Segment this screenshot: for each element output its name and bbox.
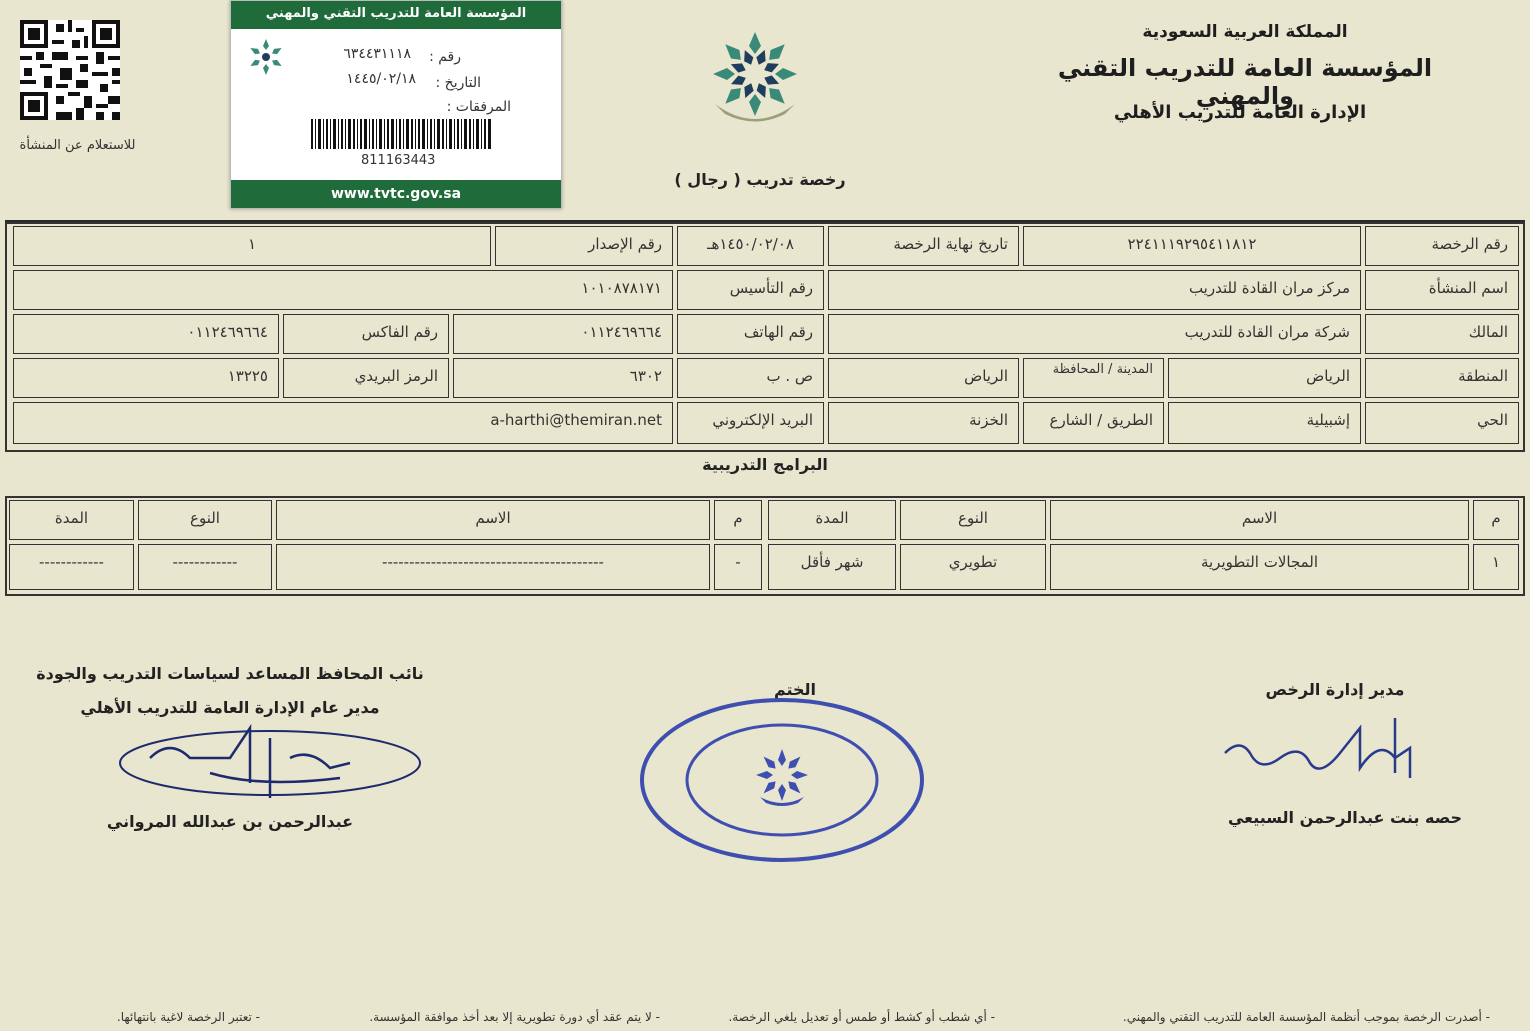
qr-code-icon (20, 20, 120, 120)
footer-note-2: - أي شطب أو كشط أو طمس أو تعديل يلغي الرخصة. (728, 1010, 995, 1024)
pobox-value: ٦٣٠٢ (453, 358, 673, 398)
license-manager-name: حصه بنت عبدالرحمن السبيعي (1227, 808, 1463, 827)
program-empty-num: - (714, 544, 762, 590)
tvtc-logo (700, 22, 810, 134)
department-name: الإدارة العامة للتدريب الأهلي (1113, 102, 1367, 123)
sticker-website: www.tvtc.gov.sa (231, 180, 561, 208)
footer-note-1: - أصدرت الرخصة بموجب أنظمة المؤسسة العامة للتدريب التقني والمهني. (1122, 1010, 1490, 1024)
signature-right (1210, 708, 1440, 798)
region-value: الرياض (1168, 358, 1361, 398)
end-date-value: ١٤٥٠/٠٢/٠٨هـ (677, 226, 824, 266)
facility-label: اسم المنشأة (1365, 270, 1519, 310)
sticker-number-label: رقم : (429, 49, 461, 65)
license-manager-title: مدير إدارة الرخص (1265, 680, 1405, 699)
city-label: المدينة / المحافظة (1023, 358, 1164, 398)
reference-sticker (230, 0, 562, 209)
fax-value: ٠١١٢٤٦٩٦٦٤ (13, 314, 279, 354)
license-no-value: ٢٢٤١١١٩٢٩٥٤١١٨١٢ (1023, 226, 1361, 266)
deputy-title-line1: نائب المحافظ المساعد لسياسات التدريب والجودة (36, 664, 424, 683)
district-value: إشبيلية (1168, 402, 1361, 444)
program-empty-duration: ------------ (9, 544, 134, 590)
fax-label: رقم الفاكس (283, 314, 449, 354)
sticker-logo-icon (243, 35, 289, 81)
phone-label: رقم الهاتف (677, 314, 824, 354)
header-num-left: م (714, 500, 762, 540)
signature-left (110, 718, 430, 808)
header-duration-left: المدة (9, 500, 134, 540)
region-label: المنطقة (1365, 358, 1519, 398)
program-row-type: تطويري (900, 544, 1046, 590)
end-date-label: تاريخ نهاية الرخصة (828, 226, 1019, 266)
header-name-right: الاسم (1050, 500, 1469, 540)
country-name: المملكة العربية السعودية (1142, 22, 1348, 42)
deputy-title-line2: مدير عام الإدارة العامة للتدريب الأهلي (80, 698, 380, 717)
postal-label: الرمز البريدي (283, 358, 449, 398)
street-label: الطريق / الشارع (1023, 402, 1164, 444)
header-type-right: النوع (900, 500, 1046, 540)
pobox-label: ص . ب (677, 358, 824, 398)
sticker-number-value: ٦٣٤٤٣١١١٨ (343, 46, 411, 62)
program-row-num: ١ (1473, 544, 1519, 590)
footer-note-4: - تعتبر الرخصة لاغية بانتهائها. (116, 1010, 260, 1024)
license-no-label: رقم الرخصة (1365, 226, 1519, 266)
program-empty-name: ----------------------------------------- (276, 544, 710, 590)
header-type-left: النوع (138, 500, 272, 540)
header-name-left: الاسم (276, 500, 710, 540)
programs-title: البرامج التدريبية (702, 455, 828, 474)
establishment-value: ١٠١٠٨٧٨١٧١ (13, 270, 673, 310)
facility-value: مركز مران القادة للتدريب (828, 270, 1361, 310)
program-empty-type: ------------ (138, 544, 272, 590)
sticker-date-label: التاريخ : (435, 75, 481, 91)
deputy-name: عبدالرحمن بن عبدالله المرواني (106, 812, 354, 831)
phone-value: ٠١١٢٤٦٩٦٦٤ (453, 314, 673, 354)
barcode-icon (311, 119, 491, 149)
owner-label: المالك (1365, 314, 1519, 354)
street-value: الخزنة (828, 402, 1019, 444)
license-title: رخصة تدريب ( رجال ) (674, 170, 846, 189)
email-label: البريد الإلكتروني (677, 402, 824, 444)
organization-name: المؤسسة العامة للتدريب التقني والمهني (1057, 54, 1433, 110)
email-value[interactable]: a-harthi@themiran.net (13, 402, 673, 444)
issue-no-label: رقم الإصدار (495, 226, 673, 266)
sticker-date-value: ١٤٤٥/٠٢/١٨ (346, 71, 416, 87)
header-num-right: م (1473, 500, 1519, 540)
barcode-number: 811163443 (361, 153, 436, 168)
sticker-org: المؤسسة العامة للتدريب التقني والمهني (231, 1, 561, 29)
issue-no-value: ١ (13, 226, 491, 266)
official-stamp (635, 690, 930, 870)
stamp-label: الختم (773, 680, 817, 699)
district-label: الحي (1365, 402, 1519, 444)
postal-value: ١٣٢٢٥ (13, 358, 279, 398)
qr-caption: للاستعلام عن المنشأة (19, 138, 136, 153)
footer-note-3: - لا يتم عقد أي دورة تطويرية إلا بعد أخذ موافقة المؤسسة. (369, 1010, 660, 1024)
program-row-name: المجالات التطويرية (1050, 544, 1469, 590)
city-value: الرياض (828, 358, 1019, 398)
sticker-attachments-label: المرفقات : (446, 99, 511, 115)
owner-value: شركة مران القادة للتدريب (828, 314, 1361, 354)
header-duration-right: المدة (768, 500, 896, 540)
program-row-duration: شهر فأقل (768, 544, 896, 590)
establishment-label: رقم التأسيس (677, 270, 824, 310)
